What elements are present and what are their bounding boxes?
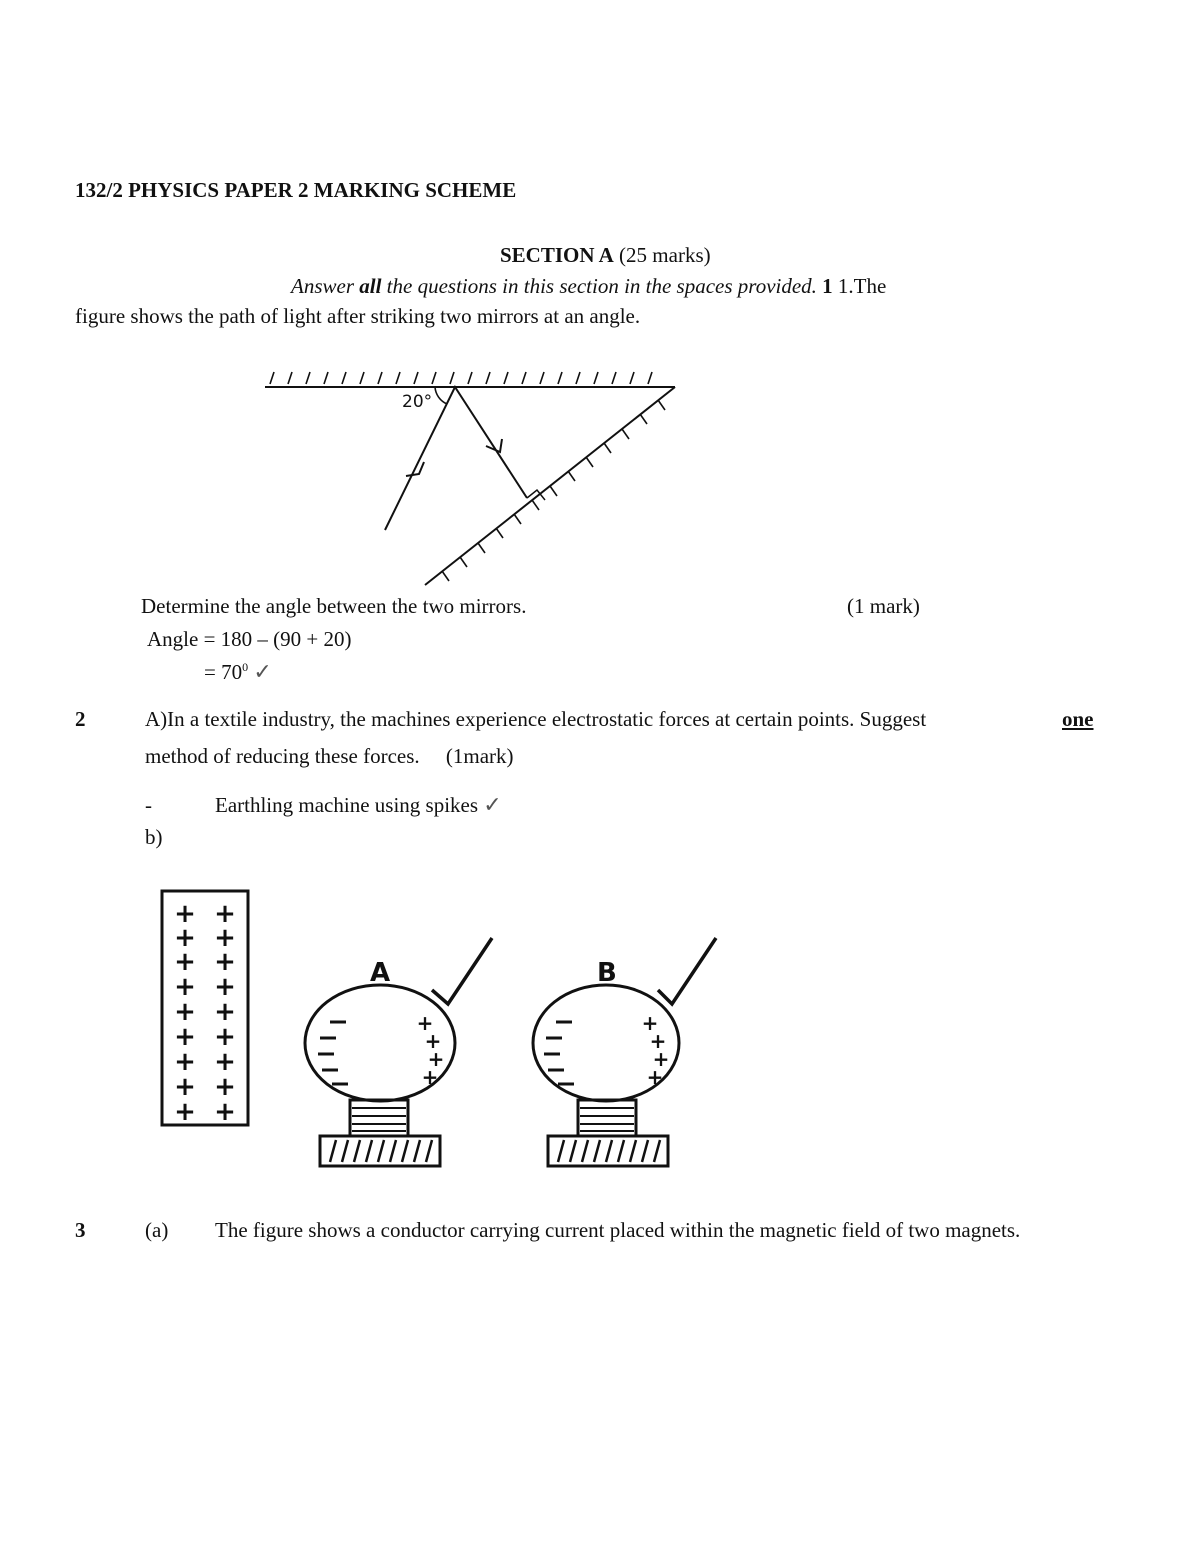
q2-line2: method of reducing these forces. (1mark) <box>145 744 514 768</box>
section-label: SECTION A <box>500 243 614 267</box>
svg-text:+: + <box>652 1047 670 1071</box>
svg-text:+: + <box>214 947 236 977</box>
q2-answer: Earthling machine using spikes ✓ <box>215 793 502 818</box>
svg-text:+: + <box>416 1011 434 1035</box>
q2-line1: A)In a textile industry, the machines experience electrostatic forces at certain points. Suggest <box>145 707 927 731</box>
svg-text:+: + <box>214 1072 236 1102</box>
svg-text:+: + <box>174 923 196 953</box>
svg-text:+: + <box>649 1029 667 1053</box>
svg-text:+: + <box>641 1011 659 1035</box>
q2-marks: (1mark) <box>445 744 514 768</box>
svg-text:+: + <box>174 1047 196 1077</box>
svg-text:+: + <box>214 997 236 1027</box>
svg-text:+: + <box>214 1022 236 1052</box>
svg-text:+: + <box>174 972 196 1002</box>
svg-text:+: + <box>424 1029 442 1053</box>
check-mark-icon: ✓ <box>483 793 502 818</box>
svg-text:+: + <box>174 997 196 1027</box>
check-mark-icon <box>658 938 716 1004</box>
sphere-b-label: B <box>597 958 617 988</box>
svg-text:+: + <box>174 1022 196 1052</box>
q2-number: 2 <box>75 707 86 731</box>
q2-bullet: - <box>145 793 152 817</box>
svg-text:+: + <box>214 1097 236 1127</box>
instructions: Answer all the questions in this section in the spaces provided. 1 1.The <box>291 274 887 298</box>
q3-part: (a) <box>145 1218 169 1242</box>
sphere-a-group <box>305 938 492 1166</box>
svg-text:+: + <box>214 923 236 953</box>
q2-emphasis: one <box>1062 707 1094 731</box>
q1-question: Determine the angle between the two mirrors. <box>141 594 527 618</box>
svg-text:+: + <box>427 1047 445 1071</box>
page-title: 132/2 PHYSICS PAPER 2 MARKING SCHEME <box>75 178 517 202</box>
svg-text:+: + <box>174 1072 196 1102</box>
svg-text:+: + <box>174 947 196 977</box>
rod-charges <box>174 899 236 1127</box>
svg-text:+: + <box>421 1065 439 1089</box>
q1-marks: (1 mark) <box>847 594 920 618</box>
section-marks: (25 marks) <box>619 243 711 267</box>
svg-text:+: + <box>214 1047 236 1077</box>
sphere-b-group <box>533 938 716 1166</box>
q1-answer: = $70^0$ ✓ <box>204 660 272 685</box>
q1-working: Angle = 180 – (90 + 20) <box>147 627 352 651</box>
svg-text:+: + <box>174 1097 196 1127</box>
check-mark-icon <box>432 938 492 1004</box>
sphere-a-label: A <box>370 958 391 988</box>
svg-text:+: + <box>646 1065 664 1089</box>
q2-part-b: b) <box>145 825 163 849</box>
svg-text:+: + <box>214 972 236 1002</box>
q3-text: The figure shows a conductor carrying current placed within the magnetic field of two magnets. <box>215 1218 1021 1242</box>
svg-text:+: + <box>174 899 196 929</box>
check-mark-icon: ✓ <box>253 660 272 685</box>
angle-label: 20° <box>402 392 433 412</box>
svg-text:+: + <box>214 899 236 929</box>
q3-number: 3 <box>75 1218 86 1242</box>
q1-intro: figure shows the path of light after striking two mirrors at an angle. <box>75 304 641 328</box>
